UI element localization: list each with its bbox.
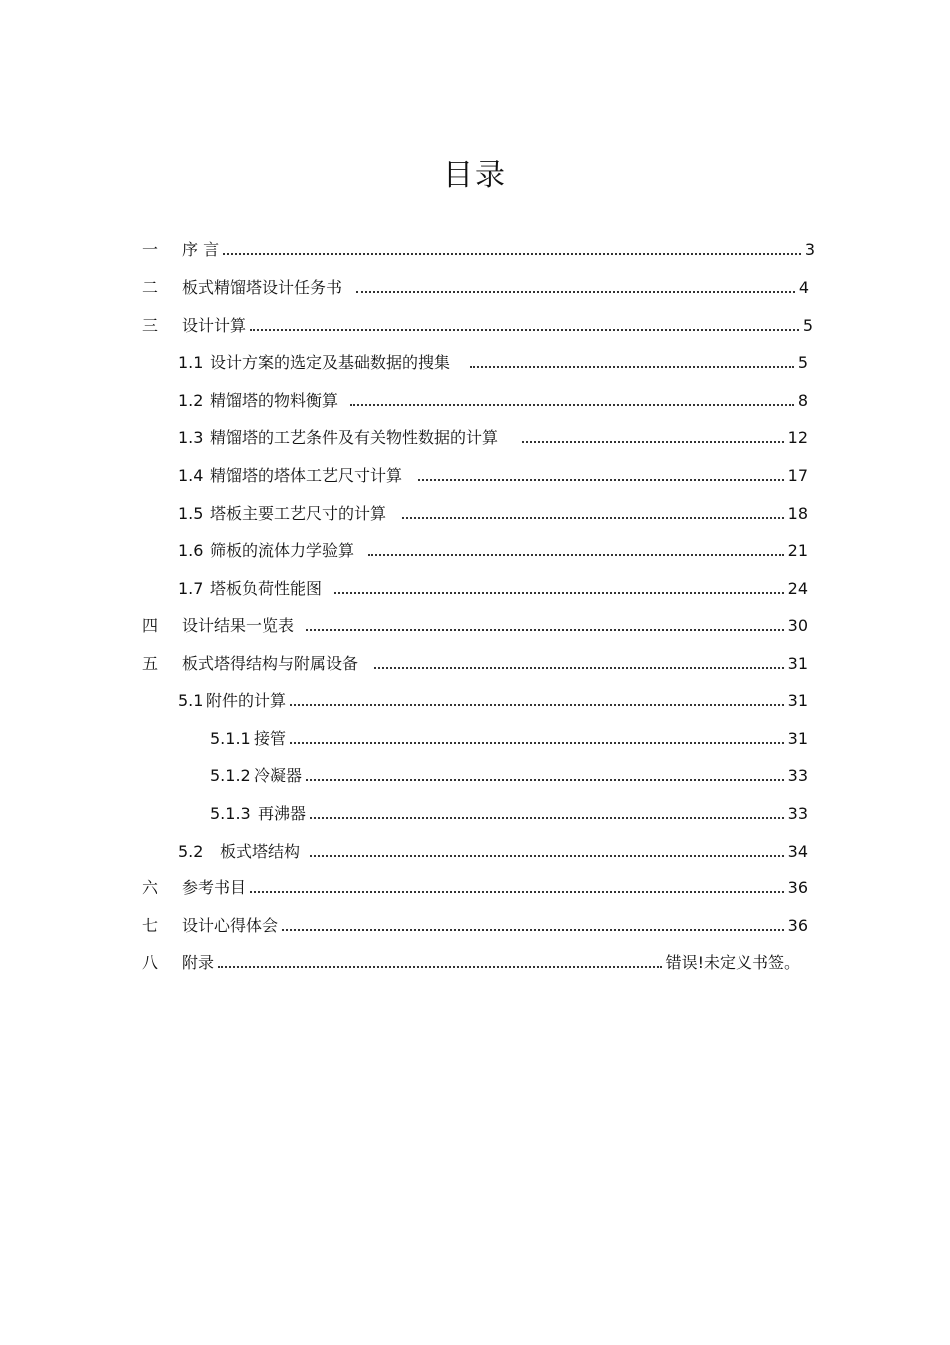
toc-entry[interactable]	[178, 537, 808, 561]
entry-title: 精馏塔的工艺条件及有关物性数据的计算	[210, 428, 499, 447]
toc-entry[interactable]	[142, 312, 813, 336]
entry-title: 接管	[254, 729, 287, 748]
toc-entry[interactable]	[142, 912, 808, 936]
entry-page-number: 33	[787, 766, 808, 785]
toc-entry[interactable]	[178, 500, 808, 524]
toc-entry[interactable]	[178, 838, 808, 862]
entry-title: 设计结果一览表	[182, 616, 295, 635]
toc-entry[interactable]	[178, 687, 808, 711]
entry-number: 5.1.2	[210, 766, 251, 785]
entry-number: 1.7	[178, 579, 204, 598]
entry-number: 5.1.3	[210, 804, 251, 823]
entry-page-number: 错误!未定义书签。	[665, 953, 800, 972]
entry-title: 附录	[182, 953, 215, 972]
dot-leader	[350, 404, 794, 406]
dot-leader	[218, 966, 662, 968]
entry-page-number: 30	[787, 616, 808, 635]
toc-entry[interactable]	[210, 725, 808, 749]
entry-title: 精馏塔的塔体工艺尺寸计算	[210, 466, 403, 485]
dot-leader	[418, 479, 784, 481]
entry-number: 1.3	[178, 428, 204, 447]
toc-entry[interactable]	[142, 236, 815, 260]
dot-leader	[522, 441, 784, 443]
dot-leader	[368, 554, 784, 556]
entry-page-number: 18	[787, 504, 808, 523]
entry-page-number: 33	[787, 804, 808, 823]
dot-leader	[282, 929, 784, 931]
entry-number: 1.4	[178, 466, 204, 485]
toc-entry[interactable]	[142, 650, 808, 674]
page-title: 目录	[443, 158, 507, 193]
dot-leader	[310, 817, 784, 819]
dot-leader	[374, 667, 784, 669]
entry-number: 三	[142, 316, 159, 335]
entry-number: 五	[142, 654, 159, 673]
entry-title: 序 言	[182, 240, 220, 259]
entry-number: 七	[142, 916, 159, 935]
toc-entry[interactable]	[178, 387, 808, 411]
entry-page-number: 17	[787, 466, 808, 485]
entry-title: 板式精馏塔设计任务书	[182, 278, 343, 297]
toc-entry[interactable]	[142, 874, 808, 898]
entry-page-number: 5	[802, 316, 813, 335]
entry-page-number: 31	[787, 691, 808, 710]
dot-leader	[310, 855, 784, 857]
entry-number: 5.1	[178, 691, 204, 710]
entry-number: 5.1.1	[210, 729, 251, 748]
dot-leader	[250, 329, 799, 331]
dot-leader	[290, 742, 784, 744]
toc-entry[interactable]	[178, 462, 808, 486]
toc-entry[interactable]	[178, 575, 808, 599]
entry-number: 1.5	[178, 504, 204, 523]
entry-page-number: 4	[798, 278, 809, 297]
entry-page-number: 31	[787, 729, 808, 748]
entry-number: 二	[142, 278, 159, 297]
toc-entry[interactable]	[142, 949, 800, 973]
dot-leader	[470, 366, 794, 368]
entry-title: 设计方案的选定及基础数据的搜集	[210, 353, 451, 372]
entry-page-number: 3	[804, 240, 815, 259]
dot-leader	[334, 592, 784, 594]
entry-page-number: 5	[797, 353, 808, 372]
dot-leader	[290, 704, 784, 706]
entry-page-number: 36	[787, 916, 808, 935]
dot-leader	[306, 629, 784, 631]
toc-entry[interactable]	[210, 800, 808, 824]
entry-number: 一	[142, 240, 159, 259]
entry-number: 1.1	[178, 353, 204, 372]
entry-title: 板式塔得结构与附属设备	[182, 654, 359, 673]
entry-title: 塔板主要工艺尺寸的计算	[210, 504, 387, 523]
dot-leader	[306, 779, 784, 781]
entry-title: 精馏塔的物料衡算	[210, 391, 339, 410]
dot-leader	[250, 891, 784, 893]
toc-entry[interactable]	[210, 762, 808, 786]
entry-number: 八	[142, 953, 159, 972]
entry-title: 冷凝器	[254, 766, 303, 785]
entry-page-number: 31	[787, 654, 808, 673]
entry-title: 设计心得体会	[182, 916, 279, 935]
entry-title: 塔板负荷性能图	[210, 579, 323, 598]
entry-page-number: 36	[787, 878, 808, 897]
toc-entry[interactable]	[142, 274, 809, 298]
entry-title: 参考书目	[182, 878, 247, 897]
toc-entry[interactable]	[178, 349, 808, 373]
entry-page-number: 21	[787, 541, 808, 560]
entry-title: 再沸器	[258, 804, 307, 823]
entry-page-number: 24	[787, 579, 808, 598]
entry-number: 1.2	[178, 391, 204, 410]
entry-number: 1.6	[178, 541, 204, 560]
entry-number: 5.2	[178, 842, 204, 861]
entry-page-number: 8	[797, 391, 808, 410]
entry-title: 附件的计算	[206, 691, 287, 710]
entry-title: 设计计算	[182, 316, 247, 335]
dot-leader	[356, 291, 795, 293]
entry-page-number: 34	[787, 842, 808, 861]
dot-leader	[402, 517, 784, 519]
entry-number: 六	[142, 878, 159, 897]
toc-entry[interactable]	[178, 424, 808, 448]
toc-entry[interactable]	[142, 612, 808, 636]
entry-title: 筛板的流体力学验算	[210, 541, 355, 560]
entry-title: 板式塔结构	[220, 842, 301, 861]
dot-leader	[223, 253, 801, 255]
entry-page-number: 12	[787, 428, 808, 447]
entry-number: 四	[142, 616, 159, 635]
